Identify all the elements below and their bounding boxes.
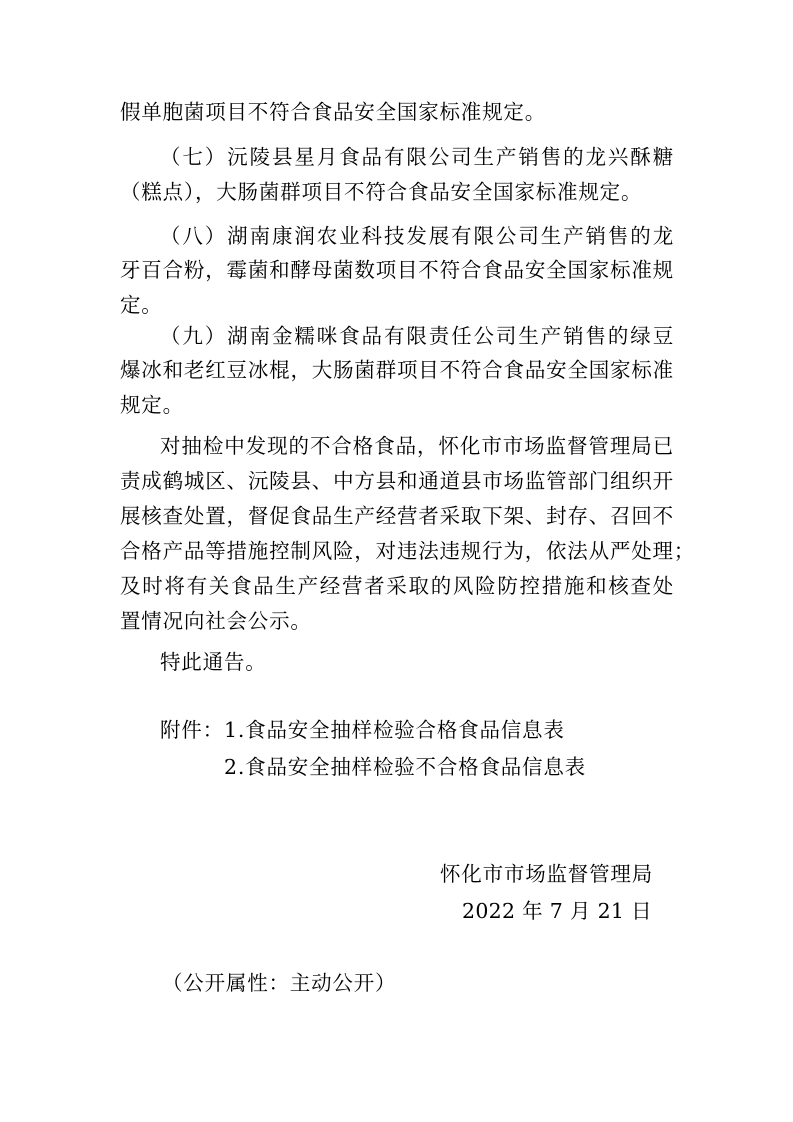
body-line: 展核查处置，督促食品生产经营者采取下架、封存、召回不 [120, 504, 674, 528]
body-line: 规定。 [120, 393, 184, 417]
attachment-item-2: 2.食品安全抽样检验不合格食品信息表 [224, 755, 586, 779]
body-line: 假单胞菌项目不符合食品安全国家标准规定。 [120, 100, 546, 124]
body-line: 定。 [120, 293, 163, 317]
disclosure-note: （公开属性：主动公开） [162, 971, 397, 995]
closing-line: 特此通告。 [160, 650, 267, 674]
attachment-item-1: 1.食品安全抽样检验合格食品信息表 [224, 718, 565, 742]
body-line: （八）湖南康润农业科技发展有限公司生产销售的龙 [160, 224, 674, 248]
attachment-label: 附件： [160, 718, 224, 742]
body-line: 牙百合粉，霉菌和酵母菌数项目不符合食品安全国家标准规 [120, 258, 674, 282]
body-line: 合格产品等措施控制风险，对违法违规行为，依法从严处理； [120, 539, 696, 563]
body-line: 及时将有关食品生产经营者采取的风险防控措施和核查处 [120, 574, 674, 598]
body-line: 置情况向社会公示。 [120, 609, 312, 633]
body-line: 责成鹤城区、沅陵县、中方县和通道县市场监管部门组织开 [120, 469, 674, 493]
issue-date: 2022 年 7 月 21 日 [462, 899, 652, 923]
body-line: （七）沅陵县星月食品有限公司生产销售的龙兴酥糖 [160, 145, 674, 169]
body-line: 爆冰和老红豆冰棍，大肠菌群项目不符合食品安全国家标准 [120, 358, 674, 382]
body-line: （九）湖南金糯咪食品有限责任公司生产销售的绿豆 [160, 324, 674, 348]
body-line: （糕点），大肠菌群项目不符合食品安全国家标准规定。 [120, 180, 643, 204]
issuer-name: 怀化市市场监督管理局 [440, 862, 653, 886]
body-line: 对抽检中发现的不合格食品，怀化市市场监督管理局已 [160, 434, 674, 458]
